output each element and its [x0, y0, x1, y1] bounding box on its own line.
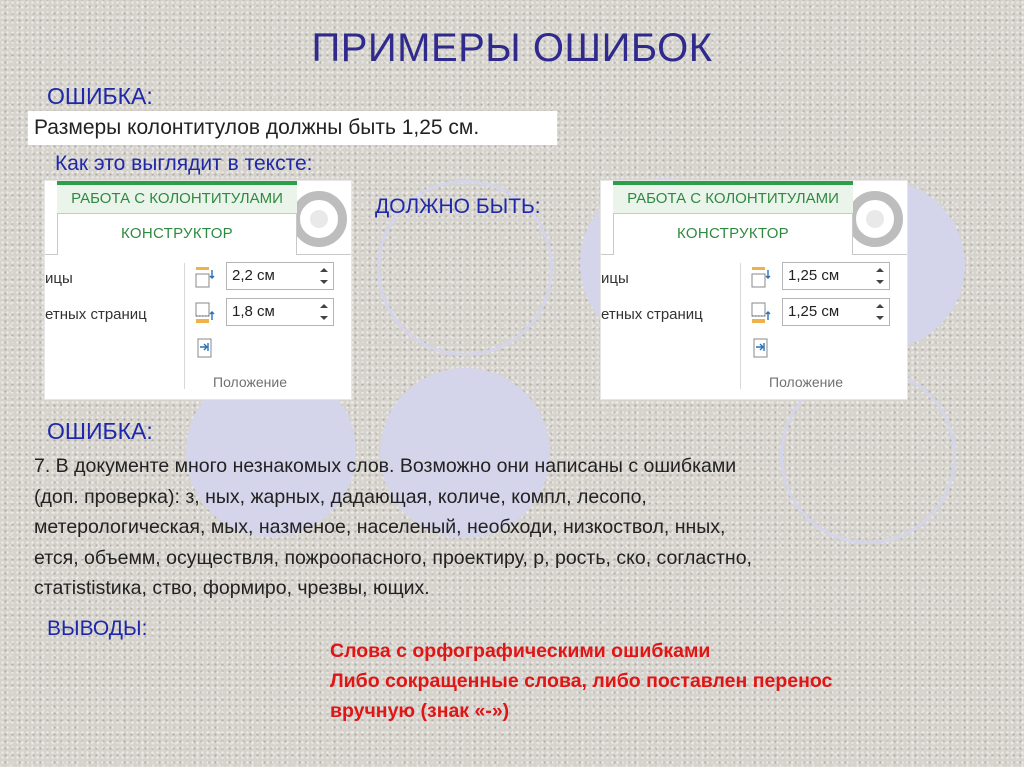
footer-distance-input[interactable]	[782, 298, 890, 326]
row1-label: ицы	[45, 270, 73, 287]
conclusion-line: вручную (знак «-»)	[330, 700, 510, 722]
ribbon-wrong	[44, 180, 352, 400]
footer-position-icon	[751, 302, 771, 324]
spinner-arrows-icon[interactable]	[876, 266, 884, 286]
header-distance-value: 2,2 см	[232, 267, 275, 284]
error-message: Размеры колонтитулов должны быть 1,25 см.	[28, 111, 557, 145]
header-position-icon	[751, 266, 771, 288]
footer-distance-value: 1,25 см	[788, 303, 840, 320]
ribbon-correct	[600, 180, 908, 400]
header-distance-value: 1,25 см	[788, 267, 840, 284]
row2-label: етных страниц	[45, 306, 147, 323]
header-distance-input[interactable]	[782, 262, 890, 290]
error-description-line: ется, объемм, осуществля, пожроопасного, проектиру, р, рость, ско, согластно,	[34, 546, 752, 569]
spinner-arrows-icon[interactable]	[320, 302, 328, 322]
must-be-label: ДОЛЖНО БЫТЬ:	[375, 195, 541, 218]
error-label: ОШИБКА:	[47, 418, 153, 444]
error-description-line: статististика, ство, формиро, чрезвы, ющих.	[34, 577, 430, 599]
row2-label: етных страниц	[601, 306, 703, 323]
footer-distance-value: 1,8 см	[232, 303, 275, 320]
header-distance-input[interactable]	[226, 262, 334, 290]
context-tab-header-footer[interactable]: РАБОТА С КОЛОНТИТУЛАМИ	[57, 181, 297, 213]
error-description-line: метерологическая, мых, назменое, населеный, необходи, низкоствол, нных,	[34, 516, 726, 538]
footer-distance-input[interactable]	[226, 298, 334, 326]
error-description-line: 7. В документе много незнакомых слов. Возможно они написаны с ошибками	[34, 455, 737, 477]
group-separator	[184, 263, 185, 389]
error-label: ОШИБКА:	[47, 83, 153, 109]
slide-title: ПРИМЕРЫ ОШИБОК	[311, 26, 713, 70]
row1-label: ицы	[601, 270, 629, 287]
tab-constructor[interactable]: КОНСТРУКТОР	[57, 213, 297, 255]
group-label-position: Положение	[769, 374, 843, 390]
error-description	[34, 451, 994, 604]
tab-constructor[interactable]: КОНСТРУКТОР	[613, 213, 853, 255]
ring-icon	[847, 191, 903, 247]
spinner-arrows-icon[interactable]	[876, 302, 884, 322]
footer-position-icon	[195, 302, 215, 324]
context-tab-header-footer[interactable]: РАБОТА С КОЛОНТИТУЛАМИ	[613, 181, 853, 213]
conclusions-label: ВЫВОДЫ:	[47, 617, 148, 640]
insert-alignment-tab-icon[interactable]	[751, 337, 771, 359]
insert-alignment-tab-icon[interactable]	[195, 337, 215, 359]
error-description-line: (доп. проверка): з, ных, жарных, дадающая, количе, компл, лесопо,	[34, 485, 647, 508]
conclusion-line: Либо сокращенные слова, либо поставлен перенос	[330, 670, 833, 692]
group-separator	[740, 263, 741, 389]
ring-icon	[291, 191, 347, 247]
group-label-position: Положение	[213, 374, 287, 390]
conclusion-line: Слова с орфографическими ошибками	[330, 640, 711, 662]
how-it-looks-label: Как это выглядит в тексте:	[55, 152, 313, 175]
header-position-icon	[195, 266, 215, 288]
spinner-arrows-icon[interactable]	[320, 266, 328, 286]
